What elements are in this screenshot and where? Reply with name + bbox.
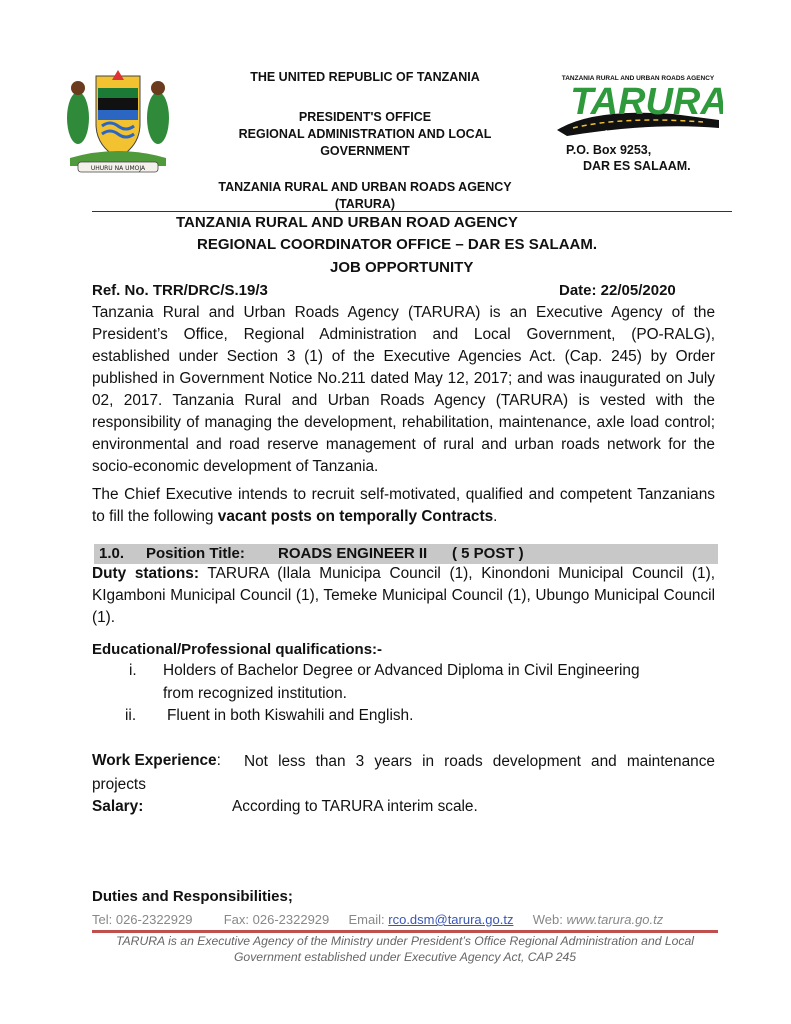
title-agency: TANZANIA RURAL AND URBAN ROAD AGENCY [176, 214, 518, 231]
tarura-logo [553, 70, 723, 142]
footer-note-line1: TARURA is an Executive Agency of the Ministry under President’s Office Regional Administration and Local [115, 934, 695, 948]
agency-line-1: TANZANIA RURAL AND URBAN ROADS AGENCY [218, 180, 512, 194]
svg-text:UHURU NA UMOJA: UHURU NA UMOJA [90, 165, 146, 172]
recruitment-paragraph [92, 484, 715, 528]
reference-number: Ref. No. TRR/DRC/S.19/3 [92, 282, 268, 299]
title-job-opportunity: JOB OPPORTUNITY [330, 259, 474, 276]
salary-label: Salary: [92, 798, 144, 815]
footer-note [92, 934, 718, 965]
duty-stations-text: TARURA (Ilala Municipa Council (1), Kinondoni Municipal Council (1), KIgamboni Municipal Council (1), Temeke Municipal Council (1), Ubungo Municipal Council (1). [92, 565, 716, 626]
position-posts: ( 5 POST ) [452, 545, 524, 562]
qualification-1-number: i. [129, 662, 137, 679]
recruitment-text: The Chief Executive intends to recruit self-motivated, qualified and competent Tanzanians to fill the following [92, 486, 715, 525]
agency-line-2: (TARURA) [334, 197, 396, 211]
document-date: Date: 22/05/2020 [559, 282, 676, 299]
qualification-1-line1: Holders of Bachelor Degree or Advanced Diploma in Civil Engineering [163, 662, 640, 679]
republic-heading: THE UNITED REPUBLIC OF TANZANIA [250, 70, 480, 84]
experience-colon: : [216, 752, 221, 769]
pobox-line-1: P.O. Box 9253, [566, 143, 652, 157]
qualification-2-line1: Fluent in both Kiswahili and English. [167, 707, 414, 724]
footer-note-line2: Government established under Executive Agency Act, CAP 245 [233, 949, 577, 964]
footer-web-label: Web: [532, 912, 563, 927]
logo-caption: TANZANIA RURAL AND URBAN ROADS AGENCY [561, 75, 715, 82]
footer-email-label: Email: [348, 912, 385, 927]
footer-divider [92, 930, 718, 933]
duties-heading: Duties and Responsibilities; [92, 888, 293, 905]
experience-text: Not less than 3 years in roads development and maintenance projects [92, 753, 715, 793]
header-divider [92, 211, 732, 212]
coat-of-arms-emblem [62, 66, 174, 174]
title-office: REGIONAL COORDINATOR OFFICE – DAR ES SALAAM. [197, 236, 598, 253]
logo-tagline: Improved Roads For Sustainable Development [604, 130, 718, 136]
office-line-2: REGIONAL ADMINISTRATION AND LOCAL [238, 127, 492, 141]
footer-web-link[interactable]: www.tarura.go.tz [566, 912, 664, 927]
footer-email-link[interactable]: rco.dsm@tarura.go.tz [388, 912, 514, 927]
qualifications-heading: Educational/Professional qualifications:- [92, 641, 383, 658]
office-line-1: PRESIDENT'S OFFICE [298, 110, 432, 124]
pobox-line-2: DAR ES SALAAM. [583, 159, 691, 173]
intro-paragraph: Tanzania Rural and Urban Roads Agency (TARURA) is an Executive Agency of the President’s Office, Regional Administration and Local Government, (PO-RALG), established under Section 3 (1) of the Executive Agencies Act. (Cap. 245) by Order published in Government Notice No.211 dated May 12, 2017; and was inaugurated on July 02, 2017. Tanzania Rural and Urban Roads Agency (TARURA) is vested with the responsibility of managing the development, rehabilitation, maintenance, axle load control; environmental and road reserve management of rural and urban roads network for the socio-economic development of Tanzania. [92, 304, 715, 475]
position-title-bar [94, 544, 718, 564]
position-label: Position Title: [146, 545, 245, 562]
footer-fax: Fax: 026-2322929 [223, 912, 330, 927]
salary-text: According to TARURA interim scale. [232, 798, 478, 815]
duty-stations-label: Duty stations: [92, 565, 199, 582]
logo-text: TARURA [570, 81, 723, 123]
recruitment-end: . [493, 508, 498, 525]
position-title: ROADS ENGINEER II [278, 545, 428, 562]
footer-contact [92, 912, 663, 927]
position-number: 1.0. [99, 545, 125, 562]
duty-stations [92, 563, 715, 629]
qualification-1-line2: from recognized institution. [163, 685, 347, 702]
qualification-2-number: ii. [125, 707, 137, 724]
office-line-3: GOVERNMENT [320, 144, 410, 158]
recruitment-emphasis: vacant posts on temporally Contracts [217, 508, 494, 525]
footer-tel: Tel: 026-2322929 [92, 912, 193, 927]
experience-label-text: Work Experience [92, 752, 217, 769]
